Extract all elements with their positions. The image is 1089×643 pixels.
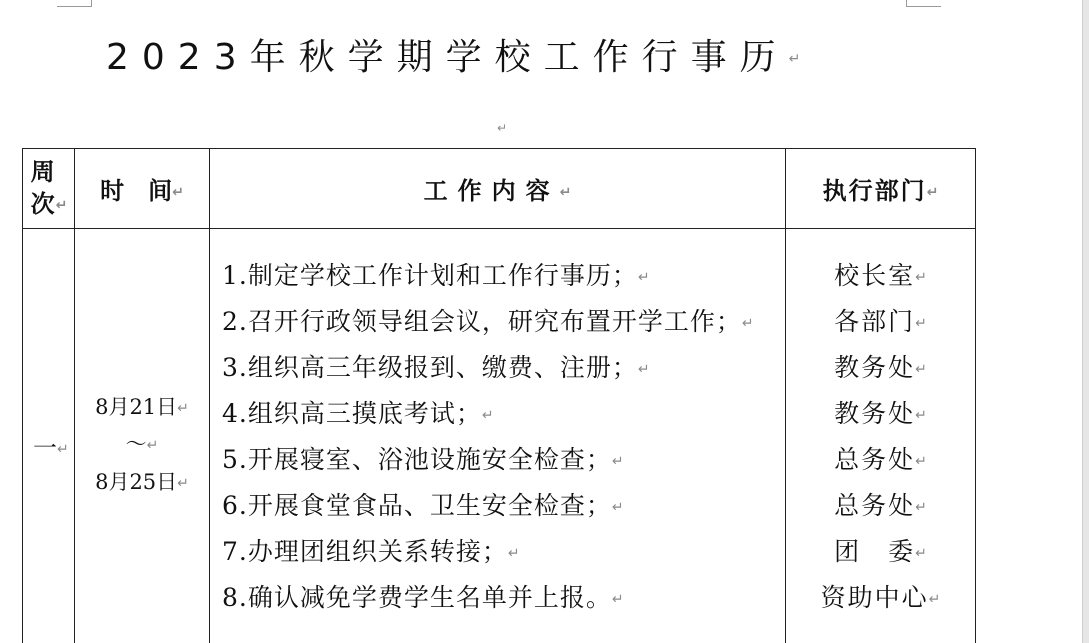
vertical-scrollbar[interactable] <box>1082 0 1089 643</box>
paragraph-mark-icon: ↵ <box>172 184 184 201</box>
paragraph-mark-icon: ↵ <box>915 499 927 516</box>
work-item <box>222 303 785 349</box>
department-name <box>786 487 975 533</box>
department-text: 资助中心 <box>820 583 929 612</box>
paragraph-mark-icon: ↵ <box>57 441 69 457</box>
paragraph-mark-icon: ↵ <box>915 315 927 332</box>
paragraph-mark-icon: ↵ <box>177 475 189 492</box>
paragraph-mark-icon: ↵ <box>611 453 624 470</box>
paragraph-mark-icon: ↵ <box>481 407 494 424</box>
table-row <box>23 229 976 643</box>
paragraph-mark-icon: ↵ <box>146 437 159 454</box>
header-content-label: 工作内容 <box>423 176 560 205</box>
work-item <box>222 579 785 625</box>
department-name <box>786 395 975 441</box>
paragraph-mark-icon: ↵ <box>926 184 939 201</box>
paragraph-mark-icon: ↵ <box>741 315 754 332</box>
work-item-text: 4.组织高三摸底考试； <box>222 399 482 428</box>
document-title-text: 2023年秋学期学校工作行事历 <box>106 37 789 78</box>
work-item <box>222 533 785 579</box>
paragraph-mark-icon: ↵ <box>55 197 68 214</box>
work-item-text: 7.办理团组织关系转接； <box>222 537 508 566</box>
work-item <box>222 487 785 533</box>
paragraph-mark-icon: ↵ <box>915 545 927 562</box>
paragraph-mark-icon: ↵ <box>915 361 927 378</box>
paragraph-mark-icon: ↵ <box>637 361 650 378</box>
time-start: 8月21日 <box>95 394 178 419</box>
department-cell <box>786 229 976 643</box>
header-week-label: 周次 <box>30 156 55 218</box>
work-item-text: 5.开展寝室、浴池设施安全检查； <box>222 445 612 474</box>
paragraph-mark-icon: ↵ <box>507 545 520 562</box>
paragraph-mark-icon: ↵ <box>928 591 941 608</box>
paragraph-mark-icon: ↵ <box>611 591 624 608</box>
paragraph-mark-icon: ↵ <box>637 269 650 286</box>
work-item-text: 2.召开行政领导组会议，研究布置开学工作； <box>222 307 742 336</box>
department-name <box>786 441 975 487</box>
work-item-text: 6.开展食堂食品、卫生安全检查； <box>222 491 612 520</box>
document-title <box>106 30 896 86</box>
department-text: 各部门 <box>834 307 916 336</box>
paragraph-mark-icon: ↵ <box>915 453 927 470</box>
week-number: 一 <box>33 433 57 462</box>
week-cell <box>23 229 75 643</box>
paragraph-mark-icon: ↵ <box>559 184 572 201</box>
empty-paragraph-mark-icon: ↵ <box>497 121 508 135</box>
table-header-row <box>23 149 976 229</box>
header-department-label: 执行部门 <box>822 176 927 205</box>
work-item <box>222 257 785 303</box>
department-text: 总务处 <box>834 491 916 520</box>
work-item-text: 8.确认减免学费学生名单并上报。 <box>222 583 612 612</box>
paragraph-mark-icon: ↵ <box>915 407 927 424</box>
department-name <box>786 579 975 625</box>
header-week <box>23 149 75 229</box>
header-content <box>210 149 786 229</box>
header-department <box>786 149 976 229</box>
page-corner-mark-left <box>57 0 92 7</box>
time-separator: ～ <box>125 432 147 457</box>
work-item-text: 1.制定学校工作计划和工作行事历； <box>222 261 638 290</box>
page-corner-mark-right <box>906 0 941 7</box>
department-text: 教务处 <box>834 399 916 428</box>
department-name <box>786 303 975 349</box>
department-text: 校长室 <box>834 261 916 290</box>
schedule-table <box>22 148 976 643</box>
department-text: 总务处 <box>834 445 916 474</box>
time-end: 8月25日 <box>95 469 178 494</box>
work-item <box>222 395 785 441</box>
department-name <box>786 257 975 303</box>
header-time-label: 时 间 <box>100 176 173 205</box>
content-cell <box>210 229 786 643</box>
header-time <box>75 149 210 229</box>
department-name <box>786 533 975 579</box>
time-cell <box>75 229 210 643</box>
paragraph-mark-icon: ↵ <box>177 400 189 417</box>
department-text: 教务处 <box>834 353 916 382</box>
department-name <box>786 349 975 395</box>
department-text: 团 委 <box>834 537 916 566</box>
paragraph-mark-icon: ↵ <box>611 499 624 516</box>
work-item <box>222 441 785 487</box>
paragraph-mark-icon: ↵ <box>915 269 927 286</box>
work-item <box>222 349 785 395</box>
work-item-text: 3.组织高三年级报到、缴费、注册； <box>222 353 638 382</box>
paragraph-mark-icon: ↵ <box>788 51 801 67</box>
